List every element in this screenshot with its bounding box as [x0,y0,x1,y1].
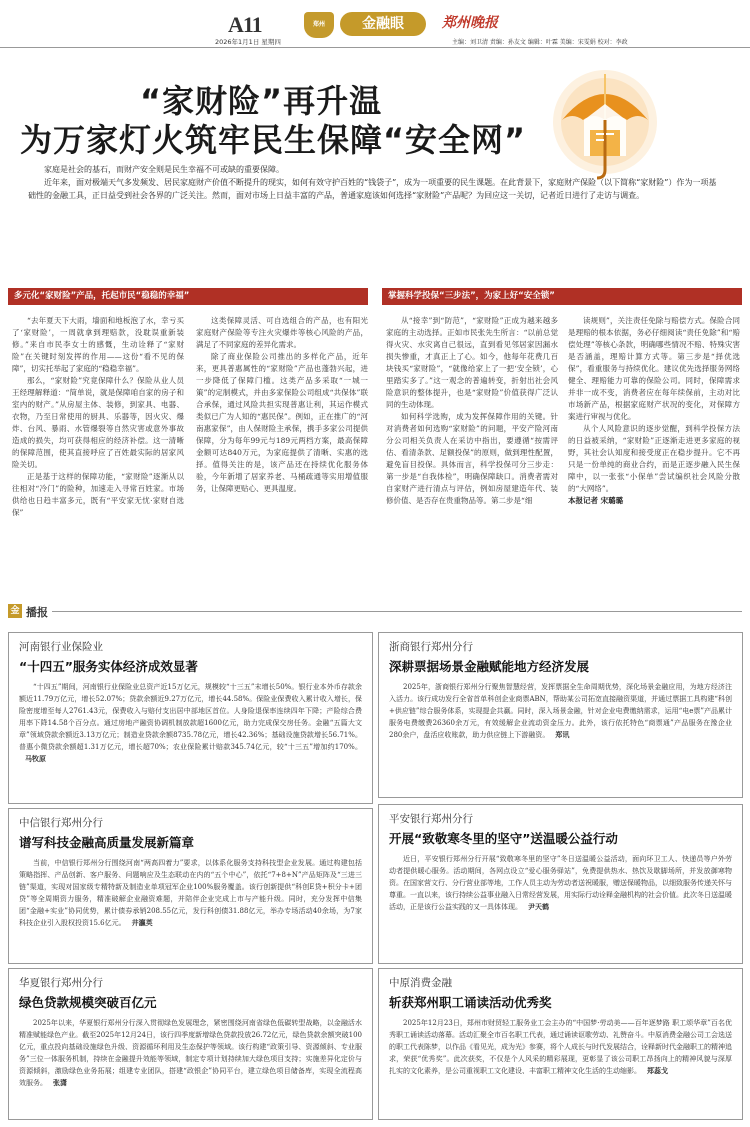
page-number: A11 [228,12,262,37]
news-author: 马牧原 [25,754,46,763]
headline-line-2: 为万家灯火筑牢民生保障“安全网” [20,121,527,159]
news-source: 河南银行业保险业 [19,641,103,653]
newspaper-name: 郑州晚报 [442,15,498,31]
paragraph: “去年夏天下大雨，墙面和地板泡了水，幸亏买了‘家财险’，一周就拿到理赔款，没耽误重新装修。”来自市民李女士的感慨，生动诠释了“家财险”在关键时刻发挥的作用——这份“看不见的保障”，切实托举起了家庭的“稳稳幸福”。 [12,316,184,373]
page-header [0,0,750,46]
news-box [8,808,373,964]
paragraph: 从个人风险意识的逐步觉醒，到科学投保方法的日益被采纳，“家财险”正逐渐走进更多家庭的视野，其社会认知度和接受度正在稳步提升。它不再只是一份单纯的商业合约，而是正逐步融入民生保障中，以一张张“小保单”尝试编织社会风险分散的“大网络”。 [568,424,740,493]
header-divider [0,47,750,48]
bobao-badge-icon: 金 [8,604,22,618]
article-column-right-2 [568,315,740,507]
paragraph: 那么，“家财险”究竟保障什么？保险从业人员王经理解释道：“简单说，就是保障咱自家的房子和室内的财产。”从房屋主体、装修，到家具、电器、衣物，乃至日常使用的厨具、乐器等，因火灾、爆炸、台风、暴雨、水管爆裂等自然灾害或意外事故造成的损失，均可获得相应的经济补偿。这一清晰的保障范围，使其直接呼应了百姓最实际的居家风险关切。 [12,376,184,469]
news-author: 张潇 [53,1078,67,1087]
news-author: 郑蕊戈 [647,1066,668,1075]
news-body: 2025年12月23日，郑州市财贸轻工服务业工会主办的“中国梦·劳动美——百年逐梦路 职工颂华章”百名优秀职工诵读活动落幕。活动汇聚全市百名职工代表，通过诵读讴歌劳动、礼赞奋斗。中原消费金融公司工会选送的职工代表陈梦，以作品《看见光，成为光》参赛，将个人成长与时代发展结合，诠释新时代金融职工的精神追求，荣获“优秀奖”。此次获奖，不仅是个人风采的精彩展现，更彰显了该公司职工昂扬向上的精神风貌与深厚扎实的文化素养，是公司重视职工文化建设、丰富职工精神文化生活的生动缩影。 [389,1019,732,1075]
news-box [378,632,743,798]
news-source: 中原消费金融 [389,977,452,989]
article-column-right-1 [386,315,558,507]
money-bag-logo-icon [304,12,334,38]
news-body: 近日，平安银行郑州分行开展“致敬寒冬里的坚守”冬日送温暖公益活动，面向环卫工人、快递员等户外劳动者提供暖心服务。活动期间，各网点设立“爱心服务驿站”，免费提供热水、热饮及歇脚场所，并发放御寒物资。在国家营文行、分行营业部等地，工作人员主动为劳动者送祝暖服，赠送保暖物品，以细致服务传递关怀与尊重。一直以来，该行持续公益事业融入日常经营发展，用实际行动诠释金融机构的社会价值。此次冬日送温暖活动，正是该行公益实践的又一具体体现。 [389,855,732,911]
news-box [378,968,743,1120]
page-date: 2026年1月1日 星期四 [215,38,281,46]
news-body: “十四五”期间，河南银行业保险业总资产近15万亿元，规模较“十三五”末增长50%。银行业本外币存款余额近11.79万亿元，增长52.07%；贷款余额近9.27万亿元，增长44.58%。保险业保费收入累计收入增长，保险密度增至每人2761.43元，保费收入与赔付支出居中部地区首位。人身险退保率连续四年下降；产险综合费用率下降14.58个百分点。通过房地产融资协调机制放款超1600亿元，助力完成保交房任务。金融“五篇大文章”领域贷款余额近3.13万亿元；制造业贷款余额8735.78亿元，增长42.36%；基础设施贷款增长56.71%。普惠小微贷款余额超1.31万亿元，增长超70%；农业保险累计赔款345.74亿元，较“十三五”增加约170%。 [19,683,362,751]
paragraph: 如何科学选购，成为发挥保障作用的关键。针对消费者如何选购“家财险”的问题，平安产险河南分公司相关负责人在采访中指出，要遵循“按需评估、看清条款、足额投保”的原则，做到理性配置，避免盲目投保。具体而言，科学投保可分三步走：第一步是“自我体检”，明确保障缺口。消费者需对自家财产进行清点与评估，例如房屋建造年代、装修价值、是否存在贵重物品等。第二步是“细 [386,412,558,505]
section-bar-left: 多元化“家财险”产品，托起市民“稳稳的幸福” [8,288,368,305]
paragraph: 除了商业保险公司推出的多样化产品，近年来，更具普惠属性的“家财险”产品也蓬勃兴起，进一步降低了保障门槛。这类产品多采取“一城一策”的定制模式，并由多家保险公司组成“共保体”联合承保，通过风险共担实现普惠让利，其运作模式类似已广为人知的“惠民保”。例如，正在推广的“河南惠家保”，由人保财险主承保，携手多家公司提供保障，分为每年99元与189元两档方案，最高保障金额可达840万元，为家庭提供了清晰、实惠的选择。值得关注的是，该产品还在持续优化服务体验，今年新增了居家养老、马桶疏通等实用增值服务，让保障更贴心、更具温度。 [196,352,368,493]
news-title: 深耕票据场景金融赋能地方经济发展 [389,659,590,674]
news-source: 浙商银行郑州分行 [389,641,473,653]
paragraph: 这类保障灵活、可自选组合的产品，也有阳光家庭财产保险等专注火灾爆炸等核心风险的产品，满足了不同家庭的差异化需求。 [196,316,368,349]
news-title: 绿色贷款规模突破百亿元 [19,995,157,1010]
bobao-label: 播报 [26,606,48,619]
news-box [8,968,373,1120]
news-body: 2025年，浙商银行郑州分行聚焦智慧经营，发挥票据全生命周期优势，深化场景金融应用，为地方经济注入活力。该行成功发行全省首单科创企业商票ABN，帮助某公司拓宽直接融资渠道，并通过票据工具构建“科创+供应链”综合服务体系，实现提企共赢。同时，深入场景金融，针对企业电费缴纳需求，运用“电e票”产品累计服务电费缴费26360余万元，有效缓解企业流动资金压力。此外，该行依托特色“商票通”产品服务在豫企业280余户，盘活应收账款，助力供应链上下游融资。 [389,683,732,739]
reporter-signature: 本报记者 宋璐璐 [568,496,624,505]
intro-block [28,163,717,202]
news-body: 当前，中信银行郑州分行围绕河南“两高四着力”要求，以体系化服务支持科技型企业发展。通过构建包括策略指挥、产品创新、客户服务、问题响应及生态联动在内的“五个中心”，依托“7+8+N”产品矩阵及“三进三链”渠道，实现对国家级专精特新及制造业单项冠军企业100%服务覆盖。该行创新提供“科创E贷+积分卡+团贷”等全周期资力服务，精准破解企业融资难题，并陪伴企业完成上市与产能升级。同时，充分发挥中信集团“金融+实业”协同优势，累计债券承销208.55亿元，发行科创债31.88亿元，举办专场活动40余场，为7家科技企业引入股权投资15.6亿元。 [19,859,362,927]
bobao-divider [52,611,742,612]
news-source: 中信银行郑州分行 [19,817,103,829]
section-name-badge: 金融眼 [340,12,426,36]
news-author: 尹天鹤 [528,902,549,911]
intro-paragraph-1: 家庭是社会的基石，而财产安全则是民生幸福不可或缺的重要保障。 [44,165,284,174]
section-bar-right: 掌握科学投保“三步法”，为家上好“安全锁” [382,288,742,305]
news-author: 井瀛英 [131,918,153,927]
news-title: 斩获郑州职工诵读活动优秀奖 [389,995,552,1010]
news-title: 开展“致敬寒冬里的坚守”送温暖公益行动 [389,831,618,846]
news-body: 2025年以来，华夏银行郑州分行深入贯彻绿色发展理念，紧密围绕河南省绿色低碳转型战略，以金融活水精准赋能绿色产业。截至2025年12月24日，该行四季度新增绿色贷款投放26.72亿元，绿色贷款余额突破100亿元，重点投向基础设施绿色升级、资源循环利用及生态保护等领域。该行构建“政策引导、资源倾斜、专业服务”三位一体服务机制，持续在金融提升效能等领域，制定专项计划持续加大绿色项目支持；实施差异化定价与资源倾斜，激励绿色业务拓展；组建专业团队，搭建“政银企”协同平台，建立绿色项目储备库，实现全流程高效服务。 [19,1019,362,1087]
headline-line-1: “家财险”再升温 [140,82,383,120]
logo-text: 郑州 [312,21,325,28]
paragraph: 从“接幸”到“防范”，“家财险”正成为越来越多家庭的主动选择。正如市民张先生所言：“以前总觉得火灾、水灾离自己很远，直到看见邻居家因漏水损失惨重，才真正上了心。如今，他每年花费几百块钱买“家财险”，“就像给家上了一把‘安全锁’，心里踏实多了。”这一观念的普遍转变，折射出社会风险意识的整体提升，也是“家财险”价值获得广泛认同的生动体现。 [386,316,558,409]
intro-paragraph-2: 近年来，面对极端天气多发频发、居民家庭财产价值不断提升的现实，如何有效守护百姓的“钱袋子”，成为一项重要的民生课题。在此背景下，家庭财产保险（以下简称“家财险”）作为一项基础性的金融工具，正日益受到社会各界的广泛关注。然而，面对市场上日益丰富的产品，普通家庭该如何选择“家财险”产品呢？为回应这一关切，记者近日进行了走访与调查。 [28,178,717,200]
news-author: 郑讯 [555,730,570,739]
article-column-left-1 [12,315,184,519]
news-box [8,632,373,804]
news-box [378,804,743,964]
news-source: 平安银行郑州分行 [389,813,473,825]
news-title: 谱写科技金融高质量发展新篇章 [19,835,195,850]
paragraph: 正是基于这样的保障功能，“家财险”逐渐从以往相对“冷门”的险种，加速走入寻常百姓家。市场供给也日趋丰富多元，既有“平安家无忧·家财自选保” [12,472,184,517]
article-column-left-2 [196,315,368,495]
news-title: “十四五”服务实体经济成效显著 [19,659,198,674]
editorial-credits: 主编：刘卫清 责编：孙友文 编辑：叶霖 美编：宋雯娟 校对：李政 [452,39,628,46]
umbrella-house-illustration-icon [540,60,670,190]
paragraph: 读规则”，关注责任免除与赔偿方式。保险合同是理赔的根本依据，务必仔细阅读“责任免除”和“赔偿处理”等核心条款，明确哪些情况不赔、特殊灾害是否涵盖，理赔计算方式等。第三步是“择优选保”，看重服务与持续优化。建议优先选择服务网络健全、理赔能力可靠的保险公司。同时，保障需求并非一成不变，消费者应在每年续保前，主动对比市场新产品，根据家庭财产状况的变化，对保障方案进行审视与优化。 [568,316,740,421]
news-source: 华夏银行郑州分行 [19,977,103,989]
